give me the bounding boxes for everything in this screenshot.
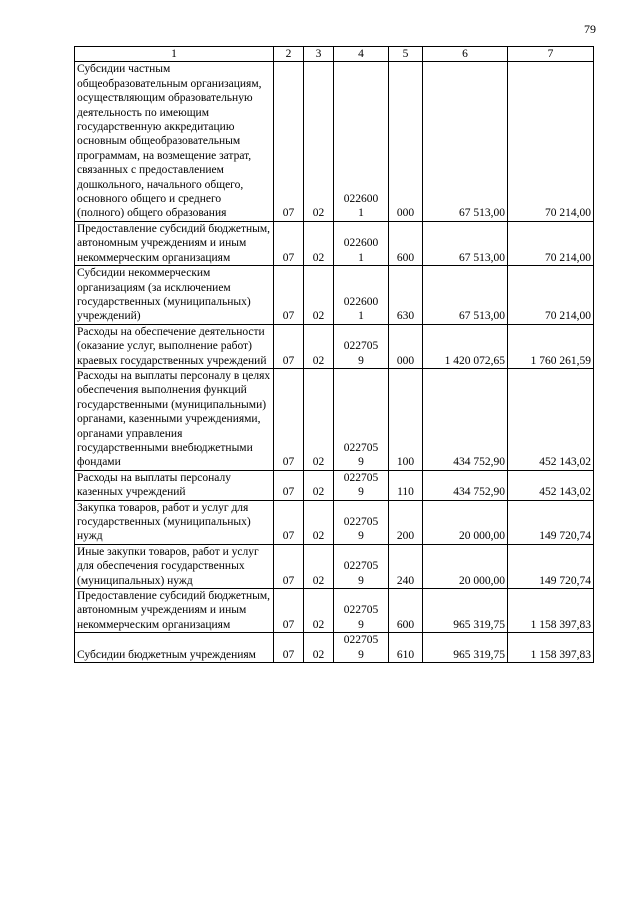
amount-year-1: 434 752,90 <box>423 368 508 470</box>
expense-type-code: 000 <box>389 324 423 368</box>
target-article-code: 022705 9 <box>334 500 389 544</box>
amount-year-2: 1 760 261,59 <box>508 324 594 368</box>
table-row <box>75 500 594 544</box>
table-row <box>75 266 594 325</box>
target-article-code: 022705 9 <box>334 368 389 470</box>
target-article-code: 022600 1 <box>334 266 389 325</box>
row-description: Предоставление субсидий бюджетным, автономным учреждениям и иным некоммерческим организациям <box>75 589 274 633</box>
row-description: Иные закупки товаров, работ и услуг для обеспечения государственных (муниципальных) нужд <box>75 544 274 588</box>
page-number: 79 <box>584 22 596 36</box>
expense-type-code: 200 <box>389 500 423 544</box>
section-code: 07 <box>274 221 304 265</box>
row-description: Субсидии бюджетным учреждениям <box>75 633 274 663</box>
table-body <box>75 62 594 663</box>
amount-year-2: 1 158 397,83 <box>508 589 594 633</box>
target-article-code: 022705 9 <box>334 633 389 663</box>
amount-year-2: 149 720,74 <box>508 500 594 544</box>
expense-type-code: 000 <box>389 62 423 221</box>
section-code: 07 <box>274 324 304 368</box>
row-description: Закупка товаров, работ и услуг для государственных (муниципальных) нужд <box>75 500 274 544</box>
target-article-code: 022705 9 <box>334 324 389 368</box>
section-code: 07 <box>274 266 304 325</box>
table-row <box>75 544 594 588</box>
target-article-code: 022600 1 <box>334 62 389 221</box>
column-header: 1 <box>75 47 274 62</box>
table-row <box>75 633 594 663</box>
target-article-code: 022705 9 <box>334 544 389 588</box>
subsection-code: 02 <box>304 324 334 368</box>
amount-year-1: 965 319,75 <box>423 589 508 633</box>
table-row <box>75 589 594 633</box>
subsection-code: 02 <box>304 470 334 500</box>
expense-type-code: 100 <box>389 368 423 470</box>
amount-year-1: 67 513,00 <box>423 221 508 265</box>
amount-year-2: 1 158 397,83 <box>508 633 594 663</box>
subsection-code: 02 <box>304 221 334 265</box>
amount-year-2: 452 143,02 <box>508 470 594 500</box>
amount-year-1: 20 000,00 <box>423 544 508 588</box>
expense-type-code: 600 <box>389 589 423 633</box>
column-header: 5 <box>389 47 423 62</box>
row-description: Предоставление субсидий бюджетным, автономным учреждениям и иным некоммерческим организациям <box>75 221 274 265</box>
expense-type-code: 630 <box>389 266 423 325</box>
budget-table <box>74 46 594 663</box>
section-code: 07 <box>274 62 304 221</box>
section-code: 07 <box>274 368 304 470</box>
amount-year-1: 67 513,00 <box>423 62 508 221</box>
table-row <box>75 221 594 265</box>
target-article-code: 022600 1 <box>334 221 389 265</box>
section-code: 07 <box>274 589 304 633</box>
column-header: 6 <box>423 47 508 62</box>
section-code: 07 <box>274 470 304 500</box>
amount-year-2: 70 214,00 <box>508 266 594 325</box>
subsection-code: 02 <box>304 62 334 221</box>
header-row <box>75 47 594 62</box>
subsection-code: 02 <box>304 266 334 325</box>
subsection-code: 02 <box>304 500 334 544</box>
amount-year-2: 70 214,00 <box>508 221 594 265</box>
row-description: Расходы на выплаты персоналу в целях обеспечения выполнения функций государственными (муниципальными) органами, казенными учреждениями, органами управления государственными внебюджетными фондами <box>75 368 274 470</box>
amount-year-1: 20 000,00 <box>423 500 508 544</box>
table-row <box>75 368 594 470</box>
target-article-code: 022705 9 <box>334 470 389 500</box>
amount-year-2: 149 720,74 <box>508 544 594 588</box>
table-row <box>75 324 594 368</box>
column-header: 3 <box>304 47 334 62</box>
subsection-code: 02 <box>304 368 334 470</box>
section-code: 07 <box>274 500 304 544</box>
amount-year-2: 70 214,00 <box>508 62 594 221</box>
subsection-code: 02 <box>304 589 334 633</box>
row-description: Субсидии частным общеобразовательным организациям, осуществляющим образовательную деятельность по имеющим государственную аккредитацию основным общеобразовательным программам, на возмещение затрат, связанных с предоставлением дошкольного, начального общего, основного общего и среднего (полного) общего образования <box>75 62 274 221</box>
expense-type-code: 240 <box>389 544 423 588</box>
amount-year-2: 452 143,02 <box>508 368 594 470</box>
column-header: 7 <box>508 47 594 62</box>
column-header: 2 <box>274 47 304 62</box>
column-header: 4 <box>334 47 389 62</box>
amount-year-1: 67 513,00 <box>423 266 508 325</box>
amount-year-1: 1 420 072,65 <box>423 324 508 368</box>
row-description: Расходы на выплаты персоналу казенных учреждений <box>75 470 274 500</box>
row-description: Субсидии некоммерческим организациям (за исключением государственных (муниципальных) учреждений) <box>75 266 274 325</box>
target-article-code: 022705 9 <box>334 589 389 633</box>
expense-type-code: 600 <box>389 221 423 265</box>
table-row <box>75 470 594 500</box>
row-description: Расходы на обеспечение деятельности (оказание услуг, выполнение работ) краевых государственных учреждений <box>75 324 274 368</box>
subsection-code: 02 <box>304 544 334 588</box>
expense-type-code: 110 <box>389 470 423 500</box>
expense-type-code: 610 <box>389 633 423 663</box>
subsection-code: 02 <box>304 633 334 663</box>
section-code: 07 <box>274 544 304 588</box>
section-code: 07 <box>274 633 304 663</box>
table-row <box>75 62 594 221</box>
amount-year-1: 965 319,75 <box>423 633 508 663</box>
amount-year-1: 434 752,90 <box>423 470 508 500</box>
